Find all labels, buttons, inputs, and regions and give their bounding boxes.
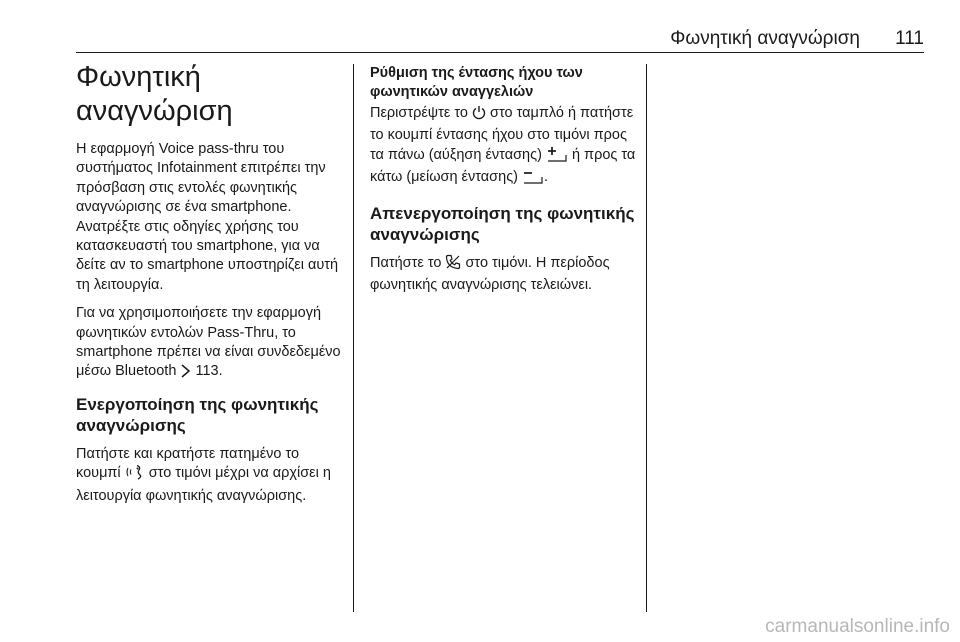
volume-down-icon [522,168,544,190]
page-reference-arrow-icon [180,364,191,384]
volume-heading: Ρύθμιση της έντασης ήχου των φωνητικών αναγγελιών [370,65,583,100]
volume-paragraph: Περιστρέψτε το στο ταμπλό ή πατήστε το κουμπί έντασης ήχου στο τιμόνι προς τα πάνω (αύξηση έντασης) ή προς τα κάτω (μείωση έντασης) . [370,104,638,191]
power-knob-icon [472,105,486,126]
watermark: carmanualsonline.info [765,616,950,637]
deactivation-paragraph: Πατήστε το στο τιμόνι. Η περίοδος φωνητικής αναγνώρισης τελειώνει. [370,254,610,294]
section-title: Φωνητική αναγνώριση [76,61,233,127]
phone-hang-up-icon [445,254,461,276]
header-rule [76,52,924,53]
running-title: Φωνητική αναγνώριση [670,28,860,49]
column-divider-1 [353,64,354,612]
column-divider-2 [646,64,647,612]
volume-up-icon [546,146,568,168]
voice-recognition-icon [125,464,145,486]
intro-paragraph: Η εφαρμογή Voice pass-thru του συστήματος Infotainment επιτρέπει την πρόσβαση στις εντολές φωνητικής αναγνώρισης σε ένα smartphone. Ανατρέξτε στις οδηγίες χρήσης του κατασκευαστή του smartphone, για να δείτε αν το smartphone υποστηρίζει αυτή τη λειτουργία. [76,141,339,293]
page-number: 111 [895,28,924,49]
right-column [370,64,638,307]
deactivation-heading: Απενεργοποίηση της φωνητικής αναγνώρισης [370,203,635,244]
activation-heading: Ενεργοποίηση της φωνητικής αναγνώρισης [76,394,319,435]
left-column [76,60,344,518]
activation-paragraph: Πατήστε και κρατήστε πατημένο το κουμπί στο τιμόνι μέχρι να αρχίσει η λειτουργία φωνητικής αναγνώρισης. [76,445,331,504]
usage-paragraph: Για να χρησιμοποιήσετε την εφαρμογή φωνητικών εντολών Pass-Thru, το smartphone πρέπει να είναι συνδεδεμένο μέσω Bluetooth 113. [76,304,344,385]
